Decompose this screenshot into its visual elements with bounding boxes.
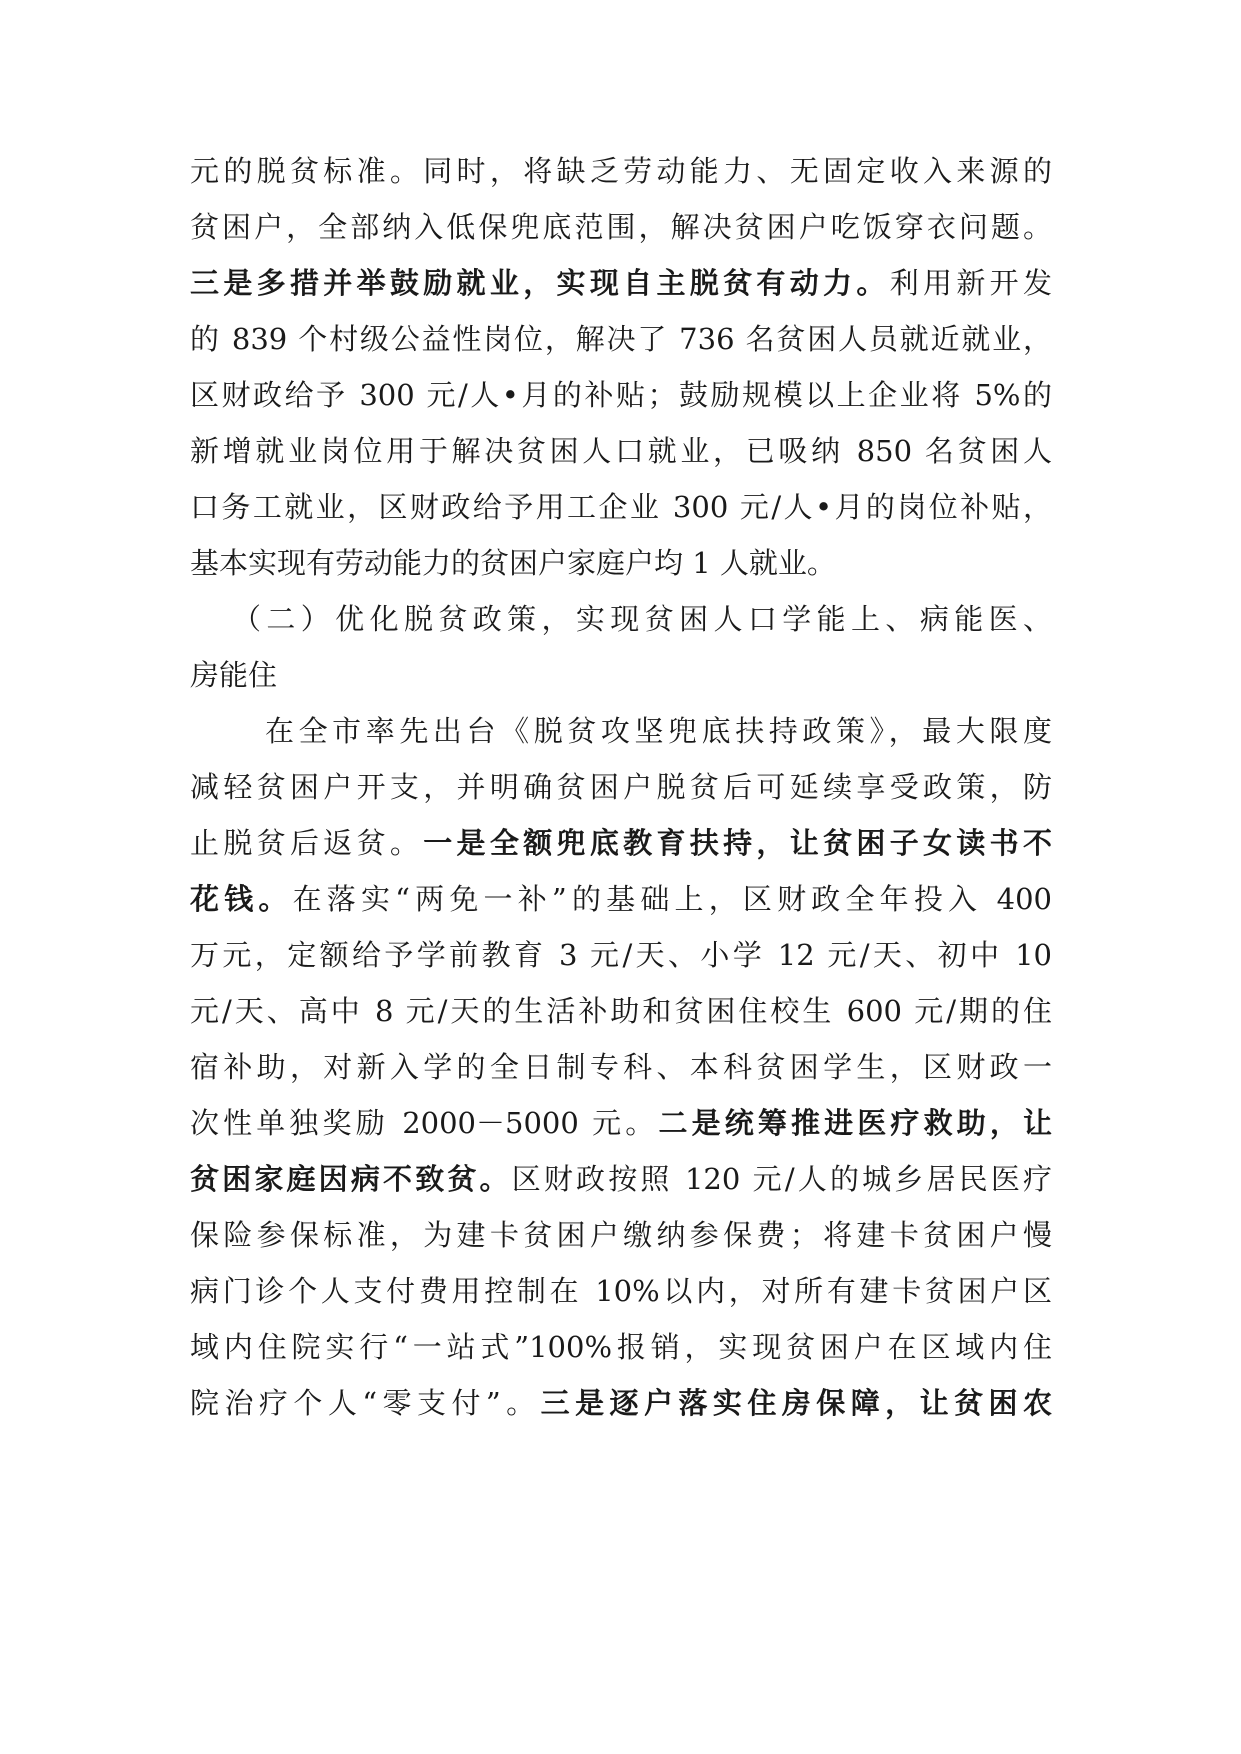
text-span: 病门诊个人支付费用控制在 10%以内，对所有建卡贫困户区 bbox=[190, 1274, 1052, 1308]
paragraph-line bbox=[190, 487, 1052, 527]
paragraph-line bbox=[190, 1215, 1052, 1255]
text-span: 在落实“两免一补”的基础上，区财政全年投入 400 bbox=[292, 882, 1052, 916]
text-span: 利用新开发 bbox=[889, 266, 1052, 300]
text-span: （二）优化脱贫政策，实现贫困人口学能上、病能医、 bbox=[232, 602, 1052, 636]
text-span: 元的脱贫标准。同时，将缺乏劳动能力、无固定收入来源的 bbox=[190, 154, 1052, 188]
paragraph-line bbox=[190, 935, 1052, 975]
paragraph-line bbox=[190, 1159, 1052, 1199]
bold-text-span: 二是统筹推进医疗救助，让 bbox=[658, 1106, 1052, 1140]
text-span: 的 839 个村级公益性岗位，解决了 736 名贫困人员就近就业， bbox=[190, 322, 1052, 356]
bold-text-span: 花钱。 bbox=[190, 882, 293, 916]
text-span: 止脱贫后返贫。 bbox=[190, 826, 424, 860]
paragraph-line bbox=[190, 1047, 1052, 1087]
paragraph-line bbox=[190, 319, 1052, 359]
paragraph-line bbox=[190, 263, 1052, 303]
text-span: 保险参保标准，为建卡贫困户缴纳参保费；将建卡贫困户慢 bbox=[190, 1218, 1052, 1252]
paragraph-line bbox=[265, 711, 1052, 751]
paragraph-line bbox=[190, 207, 1052, 247]
text-span: 减轻贫困户开支，并明确贫困户脱贫后可延续享受政策，防 bbox=[190, 770, 1052, 804]
paragraph-line bbox=[190, 879, 1052, 919]
paragraph-line bbox=[190, 1383, 1052, 1423]
text-span: 元/天、高中 8 元/天的生活补助和贫困住校生 600 元/期的住 bbox=[190, 994, 1052, 1028]
paragraph-line bbox=[190, 1271, 1052, 1311]
text-span: 区财政给予 300 元/人•月的补贴；鼓励规模以上企业将 5%的 bbox=[190, 378, 1052, 412]
text-span: 院治疗个人“零支付”。 bbox=[190, 1386, 541, 1420]
paragraph-line bbox=[190, 1327, 1052, 1367]
text-span: 万元，定额给予学前教育 3 元/天、小学 12 元/天、初中 10 bbox=[190, 938, 1052, 972]
section-heading-line bbox=[190, 655, 1052, 695]
text-span: 宿补助，对新入学的全日制专科、本科贫困学生，区财政一 bbox=[190, 1050, 1052, 1084]
paragraph-line bbox=[190, 151, 1052, 191]
text-span: 口务工就业，区财政给予用工企业 300 元/人•月的岗位补贴， bbox=[190, 490, 1052, 524]
paragraph-line bbox=[190, 375, 1052, 415]
text-span: 在全市率先出台《脱贫攻坚兜底扶持政策》，最大限度 bbox=[265, 714, 1052, 748]
text-span: 贫困户，全部纳入低保兜底范围，解决贫困户吃饭穿衣问题。 bbox=[190, 210, 1052, 244]
text-span: 房能住 bbox=[190, 658, 278, 692]
paragraph-line bbox=[190, 431, 1052, 471]
bold-text-span: 三是逐户落实住房保障，让贫困农 bbox=[540, 1386, 1052, 1420]
paragraph-line bbox=[190, 991, 1052, 1031]
bold-text-span: 三是多措并举鼓励就业，实现自主脱贫有动力。 bbox=[190, 266, 890, 300]
text-span: 新增就业岗位用于解决贫困人口就业，已吸纳 850 名贫困人 bbox=[190, 434, 1052, 468]
paragraph-line bbox=[190, 767, 1052, 807]
text-span: 基本实现有劳动能力的贫困户家庭户均 1 人就业。 bbox=[190, 546, 836, 580]
text-span: 次性单独奖励 2000－5000 元。 bbox=[190, 1106, 659, 1140]
bold-text-span: 一是全额兜底教育扶持，让贫困子女读书不 bbox=[423, 826, 1052, 860]
bold-text-span: 贫困家庭因病不致贫。 bbox=[190, 1162, 512, 1196]
section-heading-line bbox=[232, 599, 1052, 639]
paragraph-line bbox=[190, 543, 1052, 583]
paragraph-line bbox=[190, 823, 1052, 863]
text-span: 域内住院实行“一站式”100%报销，实现贫困户在区域内住 bbox=[190, 1330, 1052, 1364]
text-span: 区财政按照 120 元/人的城乡居民医疗 bbox=[511, 1162, 1052, 1196]
paragraph-line bbox=[190, 1103, 1052, 1143]
